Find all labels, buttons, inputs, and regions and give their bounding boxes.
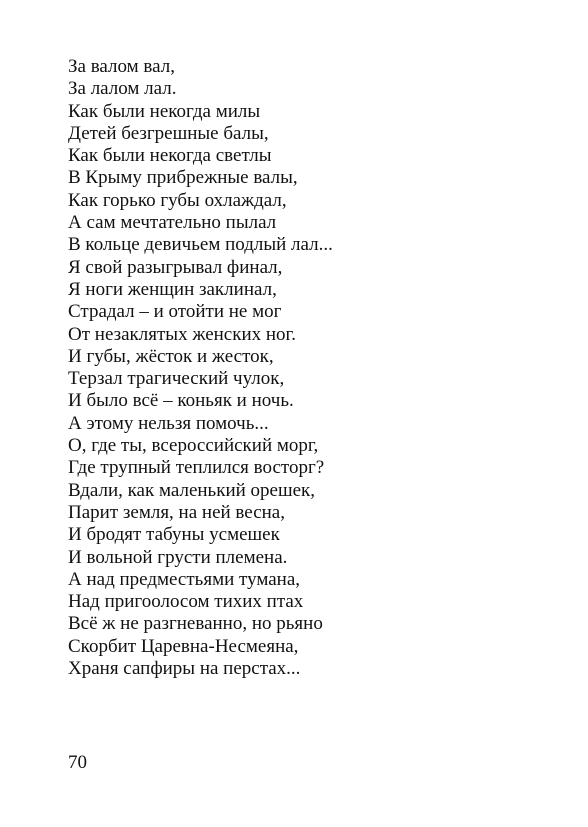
poem-line: Где трупный теплился восторг? (68, 457, 325, 479)
poem-line: И вольной грусти племена. (68, 546, 288, 568)
poem-line: От незаклятых женских ног. (68, 323, 296, 345)
poem-line: Вдали, как маленький орешек, (68, 479, 316, 501)
poem-line: Страдал – и отойти не мог (68, 301, 282, 323)
poem-line: О, где ты, всероссийский морг, (68, 435, 319, 457)
poem-line: За лалом лал. (68, 78, 177, 100)
poem-line: А этому нельзя помочь... (68, 412, 269, 434)
poem-line: Как были некогда милы (68, 100, 261, 122)
poem-line: Скорбит Царевна-Несмеяна, (68, 635, 299, 657)
poem-line: И губы, жёсток и жесток, (68, 345, 274, 367)
poem-line: В кольце девичьем подлый лал... (68, 234, 333, 256)
poem-line: В Крыму прибрежные валы, (68, 167, 298, 189)
poem-line: Я ноги женщин заклинал, (68, 278, 277, 300)
poem-text (68, 56, 548, 680)
poem-line: А сам мечтательно пылал (68, 212, 277, 234)
poem-line: Парит земля, на ней весна, (68, 501, 285, 523)
poem-line: Как были некогда светлы (68, 145, 272, 167)
poem-line: Как горько губы охлаждал, (68, 189, 287, 211)
poem-line: Над пригоолосом тихих птах (68, 591, 304, 613)
poem-line: Детей безгрешные балы, (68, 122, 269, 144)
poem-line: Я свой разыгрывал финал, (68, 256, 283, 278)
poem-line: Храня сапфиры на перстах... (68, 658, 301, 680)
poem-line: Всё ж не разгневанно, но рьяно (68, 613, 323, 635)
poem-line: А над предместьями тумана, (68, 568, 300, 590)
page-number: 70 (68, 752, 87, 773)
poem-line: За валом вал, (68, 56, 175, 77)
poem-line: Терзал трагический чулок, (68, 368, 285, 390)
poem-line: И было всё – коньяк и ночь. (68, 390, 294, 412)
poem-line: И бродят табуны усмешек (68, 524, 280, 546)
